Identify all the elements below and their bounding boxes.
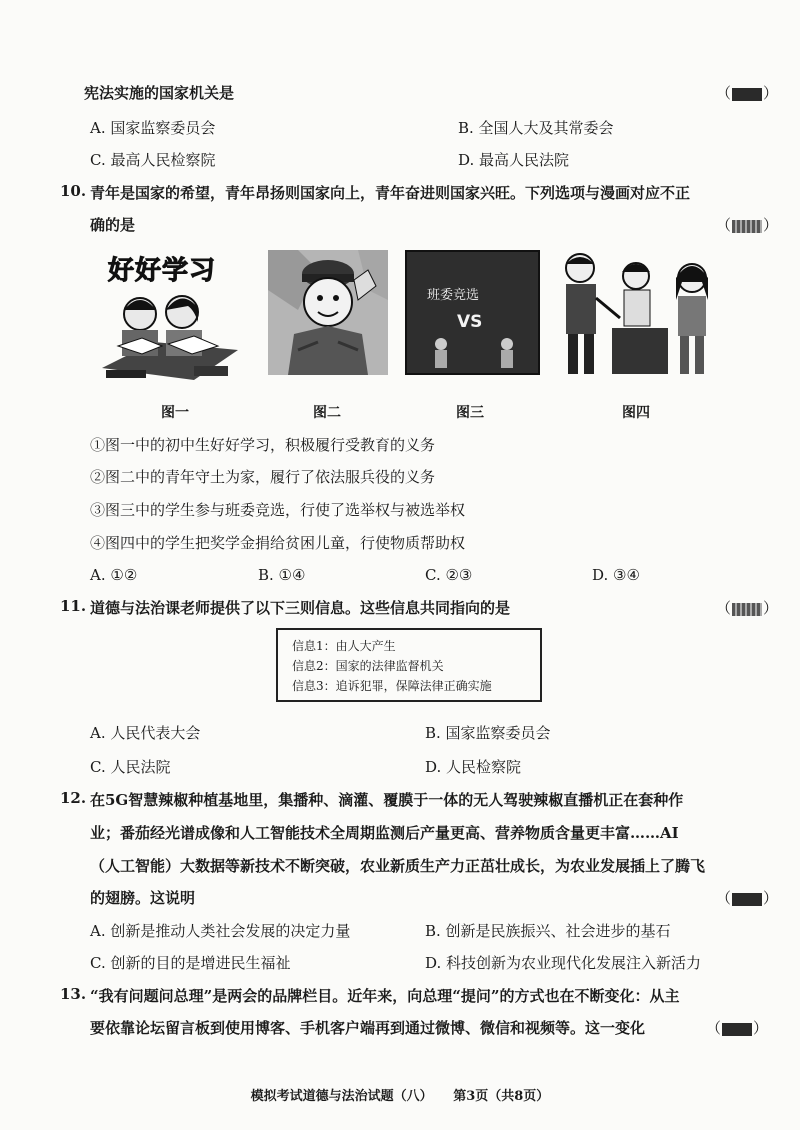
redacted-answer [732, 88, 762, 101]
q12-answer-blank: （ ） [716, 889, 779, 907]
figure-2-caption: 图二 [313, 405, 341, 421]
q11-info-1: 信息1：由人大产生 [292, 639, 396, 653]
q10-statement-1: ①图一中的初中生好好学习，积极履行受教育的义务 [90, 436, 436, 454]
page-footer [0, 1085, 800, 1104]
figure-2-soldier-cartoon [268, 250, 388, 375]
q9-option-a: A. 国家监察委员会 [90, 119, 216, 137]
q9-stem-tail: 宪法实施的国家机关是 [84, 84, 235, 102]
q12-stem-line1: 在5G智慧辣椒种植基地里，集播种、滴灌、覆膜于一体的无人驾驶辣椒直播机正在套种作 [90, 791, 684, 809]
q12-option-d: D. 科技创新为农业现代化发展注入新活力 [425, 954, 702, 972]
q12-stem-line4: 的翅膀。这说明 [90, 889, 196, 907]
q13-stem-line1: “我有问题问总理”是两会的品牌栏目。近年来，向总理“提问”的方式也在不断变化：从主 [90, 987, 680, 1005]
figure-3-vs-text: VS [457, 312, 483, 332]
q11-option-d: D. 人民检察院 [425, 758, 522, 776]
q9-answer-blank: （ ） [716, 84, 779, 102]
q11-stem: 道德与法治课老师提供了以下三则信息。这些信息共同指向的是 [90, 599, 511, 617]
q9-option-b: B. 全国人大及其常委会 [458, 119, 614, 137]
q11-info-box [276, 628, 542, 702]
q10-option-b: B. ①④ [258, 566, 306, 584]
q10-stem-line1: 青年是国家的希望，青年昂扬则国家向上，青年奋进则国家兴旺。下列选项与漫画对应不正 [90, 184, 691, 202]
figure-3-class-election-cartoon [405, 250, 540, 375]
q11-answer-blank: （ ） [716, 599, 779, 617]
figure-3-caption: 图三 [456, 405, 484, 421]
q10-statement-3: ③图三中的学生参与班委竞选，行使了选举权与被选举权 [90, 501, 466, 519]
q9-option-d: D. 最高人民法院 [458, 151, 570, 169]
students-donating-icon [556, 248, 718, 378]
figure-1-caption: 图一 [161, 405, 189, 421]
q11-option-a: A. 人民代表大会 [90, 724, 201, 742]
q12-option-a: A. 创新是推动人类社会发展的决定力量 [90, 922, 351, 940]
redacted-answer [732, 220, 762, 233]
q10-stem-line2: 确的是 [90, 216, 136, 234]
q10-statement-4: ④图四中的学生把奖学金捐给贫困儿童，行使物质帮助权 [90, 534, 466, 552]
q10-statement-2: ②图二中的青年守土为家，履行了依法服兵役的义务 [90, 468, 436, 486]
q13-answer-blank: （ ） [706, 1019, 769, 1037]
q10-option-c: C. ②③ [425, 566, 473, 584]
q13-number: 13. [60, 985, 87, 1003]
footer-title: 模拟考试道德与法治试题（八） [250, 1089, 433, 1104]
footer-page-number: 第3页（共8页） [453, 1089, 550, 1104]
q11-info-3: 信息3：追诉犯罪，保障法律正确实施 [292, 679, 492, 693]
q12-stem-line2: 业；番茄经光谱成像和人工智能技术全周期监测后产量更高、营养物质含量更丰富……AI [90, 824, 679, 842]
figure-4-caption: 图四 [622, 405, 650, 421]
figure-4-donation-cartoon [556, 248, 718, 378]
figure-1-title: 好好学习 [108, 256, 217, 286]
q11-option-b: B. 国家监察委员会 [425, 724, 551, 742]
q10-option-a: A. ①② [90, 566, 138, 584]
q10-option-d: D. ③④ [592, 566, 640, 584]
figure-1-study-cartoon [98, 250, 244, 385]
soldier-saluting-icon [268, 250, 388, 375]
redacted-answer [722, 1023, 752, 1036]
q9-option-c: C. 最高人民检察院 [90, 151, 216, 169]
figure-3-board-text: 班委竞选 [427, 288, 480, 303]
q11-option-c: C. 人民法院 [90, 758, 171, 776]
q12-option-c: C. 创新的目的是增进民生福祉 [90, 954, 291, 972]
students-reading-icon [98, 250, 244, 385]
q12-number: 12. [60, 789, 87, 807]
q11-number: 11. [60, 597, 87, 615]
redacted-answer [732, 893, 762, 906]
q10-answer-blank: （ ） [716, 216, 779, 234]
redacted-answer [732, 603, 762, 616]
q13-stem-line2: 要依靠论坛留言板到使用博客、手机客户端再到通过微博、微信和视频等。这一变化 [90, 1019, 646, 1037]
q12-stem-line3: （人工智能）大数据等新技术不断突破，农业新质生产力正茁壮成长，为农业发展插上了腾飞 [90, 857, 706, 875]
q11-info-2: 信息2：国家的法律监督机关 [292, 659, 444, 673]
q12-option-b: B. 创新是民族振兴、社会进步的基石 [425, 922, 671, 940]
q10-number: 10. [60, 182, 87, 200]
candidates-icon [407, 252, 540, 375]
